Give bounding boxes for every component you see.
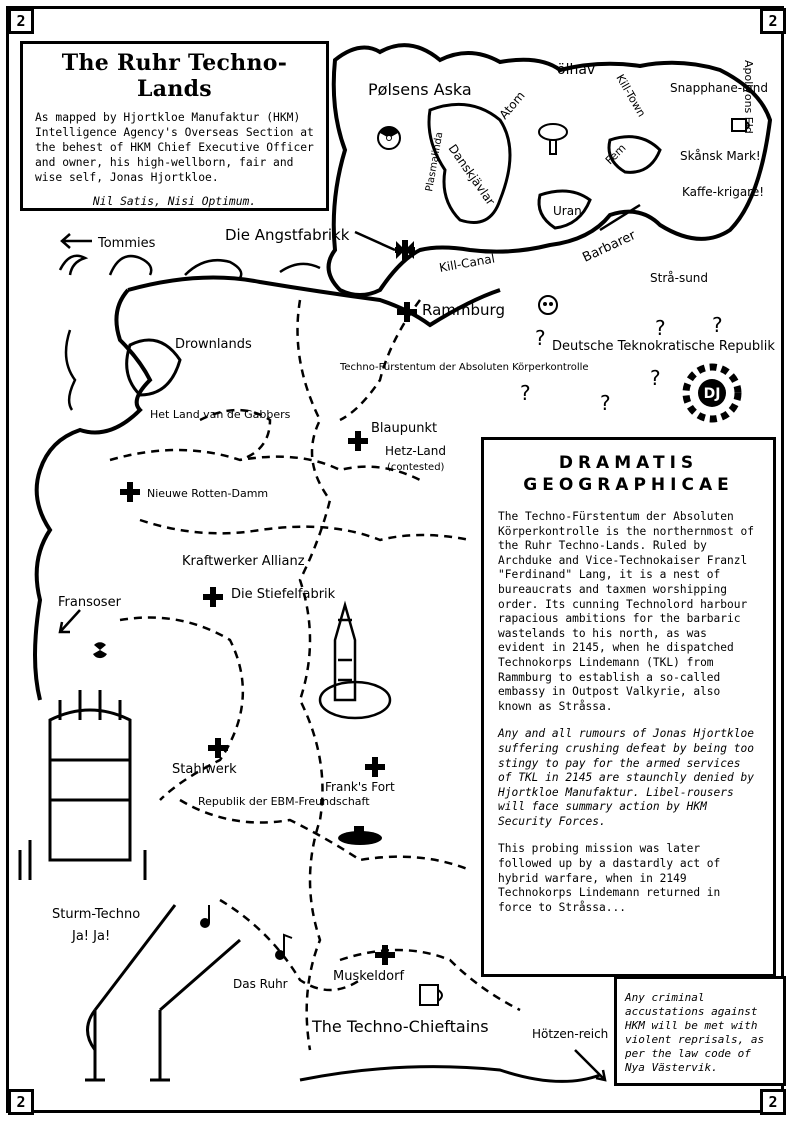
label-nieuwe-rotten-damm: Nieuwe Rotten-Damm	[147, 487, 269, 500]
label-kill-canal: Kill-Canal	[438, 251, 496, 275]
dramatis-heading: DRAMATIS GEOGRAPHICAE	[523, 453, 734, 495]
label-die-angstfabrikk: Die Angstfabrikk	[225, 226, 350, 244]
label-danskjavlar: Danskjävlar	[445, 141, 498, 208]
label-drownlands: Drownlands	[175, 337, 252, 352]
label-blaupunkt: Blaupunkt	[371, 421, 438, 436]
warning-box: Any criminal accustations against HKM will be met with violent reprisals, as per the law code of Nya Västervik.	[614, 976, 786, 1086]
label-fem: Fem	[602, 141, 629, 168]
svg-text:?: ?	[650, 366, 661, 390]
svg-text:?: ?	[520, 381, 531, 405]
motto: Nil Satis, Nisi Optimum.	[92, 195, 257, 208]
svg-text:?: ?	[600, 391, 611, 415]
label-olhav: ölhav	[557, 62, 596, 78]
svg-text:?: ?	[535, 326, 546, 350]
dramatis-paragraph-3: This probing mission was later followed up by a dastardly act of hybrid warfare, when in 2149 Technokorps Lindemann returned in force to Stråssa...	[498, 842, 721, 914]
label-franks-fort: Frank's Fort	[325, 780, 395, 794]
label-het-land: Het Land van de Gabbers	[150, 408, 291, 421]
label-hetz-land: Hetz-Land	[385, 444, 447, 458]
page-number-bottom-left: 2	[8, 1089, 34, 1115]
page-number-bottom-right: 2	[760, 1089, 786, 1115]
label-strasund: Strå-sund	[650, 271, 709, 285]
label-hotzenreich: Hötzen-reich	[532, 1027, 609, 1041]
label-muskeldorf: Muskeldorf	[333, 969, 405, 984]
svg-text:?: ?	[712, 313, 723, 337]
label-techno-furstentum: Techno-Fürstentum der Absoluten Körperkontrolle	[340, 362, 589, 373]
label-die-stiefelfabrik: Die Stiefelfabrik	[231, 587, 336, 602]
dramatis-paragraph-2: Any and all rumours of Jonas Hjortkloe suffering crushing defeat by being too stingy to pay for the armed services of TKL in 2145 are staunchly denied by Hjortkloe Manufaktur. Libel-rousers will face summary action by HKM Security Forces.	[498, 727, 754, 828]
title-box	[20, 41, 329, 211]
label-skansk-mark: Skånsk Mark!	[680, 149, 761, 163]
label-plasmalinda: Plasmalinda	[424, 131, 446, 193]
label-sturm-techno: Sturm-Techno	[52, 907, 141, 922]
page-title: The Ruhr Techno-Lands	[61, 50, 288, 102]
label-stahlwerk: Stahlwerk	[172, 762, 237, 777]
dramatis-paragraph-1: The Techno-Fürstentum der Absoluten Körperkontrolle is the northernmost of the Ruhr Techno-Lands. Ruled by Archduke and Vice-Technokaiser Franzl "Ferdinand" Lang, it is a nest of bureaucrats and taxmen worshipping order. Its cunning Technolord harbour rapacious ambitions for the barbaric wastelands to his north, as was evident in 2145, when he dispatched Technokorps Lindemann (TKL) from Rammburg to establish a so-called embassy in Outpost Valkyrie, also known as Stråssa.	[498, 510, 754, 713]
label-kill-town: Kill-Town	[613, 72, 649, 120]
label-uran: Uran	[553, 204, 582, 218]
label-atom: Atom	[496, 88, 528, 122]
label-contested: (contested)	[387, 462, 445, 473]
label-das-ruhr: Das Ruhr	[233, 977, 288, 991]
label-kraftwerker-allianz: Kraftwerker Allianz	[182, 554, 305, 569]
label-ddr: Deutsche Teknokratische Republik	[552, 339, 775, 354]
intro-text: As mapped by Hjortkloe Manufaktur (HKM) Intelligence Agency's Overseas Section at the behest of HKM Chief Executive Officer and owner, his high-wellborn, fair and wise self, Jonas Hjortkloe.	[35, 111, 314, 184]
label-snapphaneland: Snapphane-land	[670, 81, 768, 95]
label-rammburg: Rammburg	[422, 301, 505, 319]
label-polsens-aska: Pølsens Aska	[368, 80, 472, 99]
label-republik-ebm: Republik der EBM-Freundschaft	[198, 795, 370, 808]
dramatis-box	[481, 437, 776, 977]
label-kaffekrigare: Kaffe-krigare!	[682, 185, 765, 199]
label-tommies: Tommies	[98, 236, 156, 251]
page-number-top-left: 2	[8, 8, 34, 34]
label-techno-chieftains: The Techno-Chieftains	[312, 1017, 489, 1036]
label-apollyons-eld: Apollyons Eld	[742, 60, 755, 134]
label-ja-ja: Ja! Ja!	[72, 929, 111, 944]
svg-text:?: ?	[655, 316, 666, 340]
label-barbarer: Barbarer	[580, 228, 639, 266]
label-fransoser: Fransoser	[58, 595, 121, 610]
page-number-top-right: 2	[760, 8, 786, 34]
svg-text:DJ: DJ	[703, 386, 721, 402]
